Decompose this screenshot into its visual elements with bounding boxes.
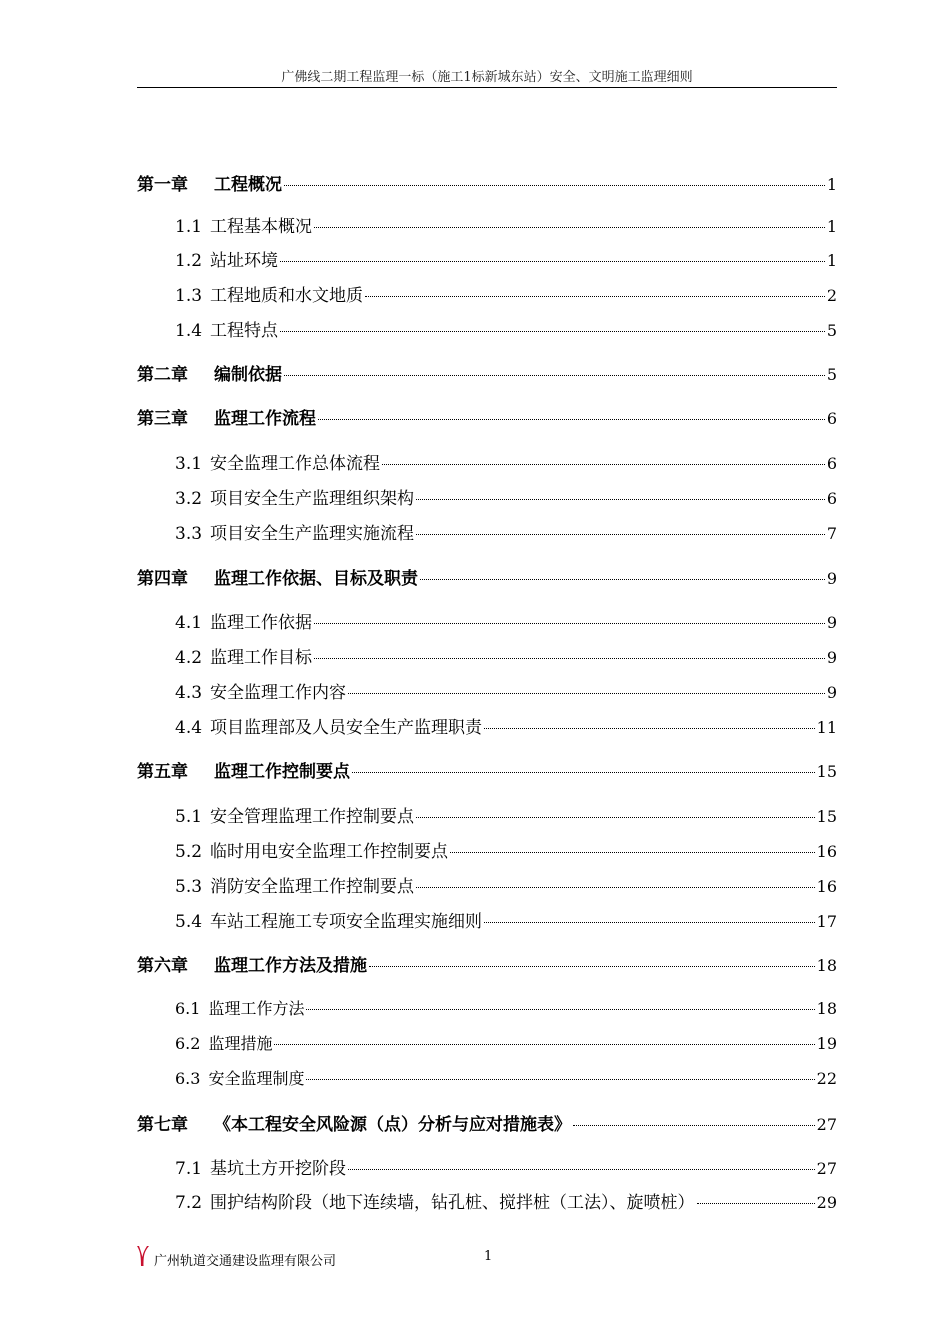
toc-page-number: 2 — [826, 286, 837, 305]
toc-entry-number: 4.1 — [175, 613, 203, 633]
header-rule — [137, 87, 837, 88]
toc-section-entry[interactable] — [175, 1066, 837, 1089]
toc-entry-title: 监理工作控制要点 — [214, 762, 350, 782]
toc-section-entry[interactable] — [175, 802, 837, 827]
toc-entry-number: 1.1 — [175, 217, 203, 237]
toc-chapter-entry[interactable] — [137, 757, 837, 782]
company-logo-icon — [136, 1245, 150, 1267]
toc-dot-leader — [369, 966, 815, 967]
toc-page-number: 9 — [826, 569, 837, 588]
toc-entry-title: 监理措施 — [208, 1034, 273, 1053]
toc-dot-leader — [450, 852, 815, 853]
toc-entry-number: 6.3 — [175, 1069, 201, 1088]
toc-dot-leader — [416, 887, 815, 888]
toc-section-entry[interactable] — [175, 1031, 837, 1054]
toc-dot-leader — [416, 499, 825, 500]
toc-entry-number: 第五章 — [137, 762, 188, 782]
toc-chapter-entry[interactable] — [137, 1110, 837, 1135]
toc-entry-title: 项目监理部及人员安全生产监理职责 — [210, 718, 483, 738]
toc-entry-title: 基坑土方开挖阶段 — [210, 1159, 347, 1179]
toc-section-entry[interactable] — [175, 519, 837, 544]
toc-entry-number: 3.1 — [175, 454, 203, 474]
toc-page-number: 18 — [816, 956, 837, 975]
toc-dot-leader — [314, 658, 825, 659]
toc-section-entry[interactable] — [175, 1154, 837, 1179]
toc-entry-number: 7.2 — [175, 1193, 203, 1213]
toc-entry-title: 项目安全生产监理实施流程 — [210, 524, 415, 544]
toc-page-number: 22 — [816, 1069, 837, 1088]
toc-entry-number: 4.3 — [175, 683, 203, 703]
toc-section-entry[interactable] — [175, 246, 837, 271]
toc-page-number: 9 — [826, 613, 837, 632]
toc-entry-number: 第四章 — [137, 569, 188, 589]
toc-section-entry[interactable] — [175, 872, 837, 897]
toc-chapter-entry[interactable] — [137, 170, 837, 195]
toc-chapter-entry[interactable] — [137, 404, 837, 429]
toc-entry-title: 安全监理工作总体流程 — [210, 454, 381, 474]
toc-page-number: 15 — [816, 762, 837, 781]
toc-entry-number: 3.3 — [175, 524, 203, 544]
toc-dot-leader — [484, 922, 815, 923]
toc-entry-number: 第三章 — [137, 409, 188, 429]
toc-section-entry[interactable] — [175, 484, 837, 509]
toc-entry-number: 第七章 — [137, 1115, 188, 1135]
toc-page-number: 6 — [826, 409, 837, 428]
toc-page-number: 15 — [816, 807, 837, 826]
toc-chapter-entry[interactable] — [137, 951, 837, 976]
toc-entry-number: 5.1 — [175, 807, 203, 827]
toc-entry-title: 站址环境 — [210, 251, 279, 271]
toc-section-entry[interactable] — [175, 713, 837, 738]
toc-dot-leader — [274, 1044, 814, 1045]
toc-page-number: 9 — [826, 648, 837, 667]
toc-page-number: 1 — [826, 251, 837, 270]
toc-page-number: 5 — [826, 365, 837, 384]
toc-section-entry[interactable] — [175, 837, 837, 862]
toc-section-entry[interactable] — [175, 316, 837, 341]
toc-dot-leader — [348, 1169, 815, 1170]
toc-entry-title: 工程概况 — [214, 175, 282, 195]
toc-entry-title: 《本工程安全风险源（点）分析与应对措施表》 — [214, 1115, 571, 1135]
toc-entry-title: 安全监理制度 — [208, 1069, 305, 1088]
toc-dot-leader — [416, 534, 825, 535]
toc-entry-number: 第一章 — [137, 175, 188, 195]
toc-entry-number: 1.2 — [175, 251, 203, 271]
toc-dot-leader — [318, 419, 825, 420]
toc-page-number: 7 — [826, 524, 837, 543]
toc-dot-leader — [382, 464, 825, 465]
toc-entry-number: 第二章 — [137, 365, 188, 385]
toc-dot-leader — [365, 296, 825, 297]
toc-entry-title: 监理工作方法及措施 — [214, 956, 367, 976]
toc-dot-leader — [416, 817, 815, 818]
toc-page-number: 1 — [826, 217, 837, 236]
toc-entry-number: 4.2 — [175, 648, 203, 668]
toc-entry-title: 工程基本概况 — [210, 217, 313, 237]
toc-dot-leader — [314, 227, 825, 228]
toc-entry-title: 监理工作流程 — [214, 409, 316, 429]
toc-section-entry[interactable] — [175, 996, 837, 1019]
running-header: 广佛线二期工程监理一标（施工1标新城东站）安全、文明施工监理细则 — [281, 70, 693, 85]
footer-page-number: 1 — [484, 1249, 493, 1264]
toc-dot-leader — [284, 375, 825, 376]
toc-entry-title: 围护结构阶段（地下连续墙，钻孔桩、搅拌桩（工法）、旋喷桩） — [210, 1193, 695, 1213]
toc-dot-leader — [280, 261, 825, 262]
toc-section-entry[interactable] — [175, 643, 837, 668]
toc-entry-number: 6.1 — [175, 999, 201, 1018]
toc-page-number: 18 — [816, 999, 837, 1018]
toc-entry-number: 第六章 — [137, 956, 188, 976]
toc-page-number: 29 — [816, 1193, 837, 1212]
toc-page-number: 1 — [826, 175, 837, 194]
toc-entry-title: 监理工作依据、目标及职责 — [214, 569, 418, 589]
toc-entry-number: 1.3 — [175, 286, 203, 306]
footer-company-name: 广州轨道交通建设监理有限公司 — [154, 1254, 337, 1269]
toc-section-entry[interactable] — [175, 907, 837, 932]
toc-entry-number: 5.2 — [175, 842, 203, 862]
toc-entry-number: 3.2 — [175, 489, 203, 509]
toc-page-number: 27 — [816, 1159, 837, 1178]
toc-entry-title: 安全监理工作内容 — [210, 683, 347, 703]
toc-section-entry[interactable] — [175, 212, 837, 237]
toc-section-entry[interactable] — [175, 281, 837, 306]
toc-chapter-entry[interactable] — [137, 564, 837, 589]
toc-entry-number: 1.4 — [175, 321, 203, 341]
toc-entry-title: 消防安全监理工作控制要点 — [210, 877, 415, 897]
toc-entry-title: 监理工作目标 — [210, 648, 313, 668]
toc-page-number: 11 — [816, 718, 837, 737]
toc-dot-leader — [352, 772, 815, 773]
toc-dot-leader — [484, 728, 815, 729]
toc-page-number: 5 — [826, 321, 837, 340]
toc-dot-leader — [314, 623, 825, 624]
toc-section-entry[interactable] — [175, 608, 837, 633]
toc-dot-leader — [284, 185, 825, 186]
toc-dot-leader — [420, 579, 825, 580]
toc-page-number: 27 — [816, 1115, 837, 1134]
toc-page-number: 6 — [826, 454, 837, 473]
toc-entry-number: 5.3 — [175, 877, 203, 897]
toc-page-number: 19 — [816, 1034, 837, 1053]
toc-entry-number: 7.1 — [175, 1159, 203, 1179]
toc-page-number: 9 — [826, 683, 837, 702]
toc-page-number: 17 — [816, 912, 837, 931]
toc-entry-title: 监理工作依据 — [210, 613, 313, 633]
toc-dot-leader — [348, 693, 825, 694]
toc-entry-title: 工程地质和水文地质 — [210, 286, 364, 306]
toc-chapter-entry[interactable] — [137, 360, 837, 385]
toc-entry-number: 6.2 — [175, 1034, 201, 1053]
toc-entry-number: 4.4 — [175, 718, 203, 738]
toc-page-number: 16 — [816, 842, 837, 861]
toc-dot-leader — [306, 1079, 814, 1080]
toc-entry-title: 车站工程施工专项安全监理实施细则 — [210, 912, 483, 932]
toc-entry-title: 工程特点 — [210, 321, 279, 341]
toc-section-entry[interactable] — [175, 1188, 837, 1213]
toc-entry-title: 项目安全生产监理组织架构 — [210, 489, 415, 509]
toc-dot-leader — [573, 1125, 815, 1126]
toc-entry-title: 安全管理监理工作控制要点 — [210, 807, 415, 827]
toc-entry-title: 监理工作方法 — [208, 999, 305, 1018]
toc-dot-leader — [697, 1203, 815, 1204]
toc-page-number: 6 — [826, 489, 837, 508]
toc-dot-leader — [306, 1009, 814, 1010]
toc-section-entry[interactable] — [175, 449, 837, 474]
toc-section-entry[interactable] — [175, 678, 837, 703]
toc-entry-number: 5.4 — [175, 912, 203, 932]
toc-dot-leader — [280, 331, 825, 332]
toc-entry-title: 临时用电安全监理工作控制要点 — [210, 842, 449, 862]
toc-page-number: 16 — [816, 877, 837, 896]
toc-entry-title: 编制依据 — [214, 365, 282, 385]
